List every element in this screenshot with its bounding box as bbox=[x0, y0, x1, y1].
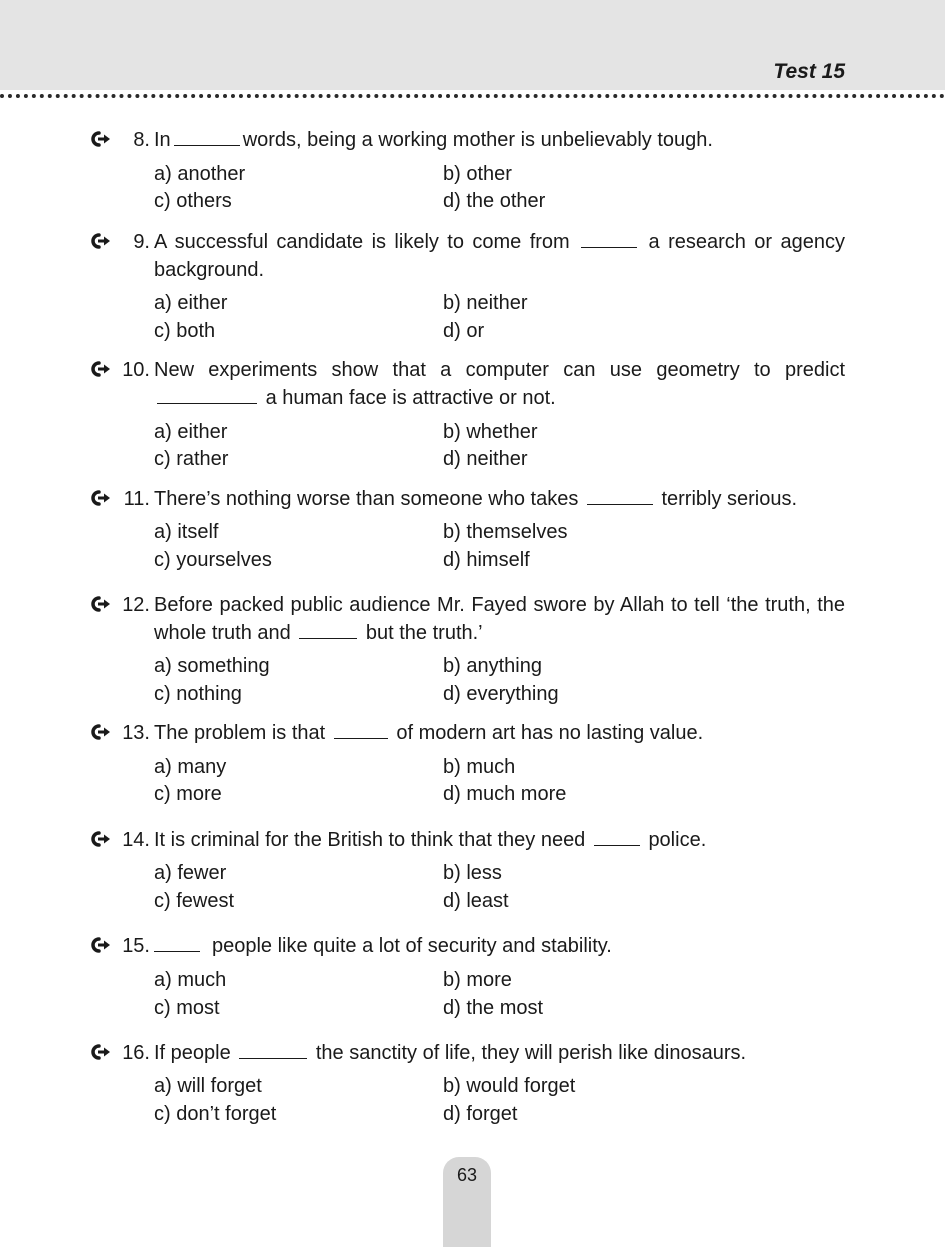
option-d: d) forget bbox=[443, 1103, 518, 1125]
question-text-part: A successful candidate is likely to come from bbox=[154, 231, 570, 253]
question-number: 13. bbox=[122, 722, 150, 744]
page-number-tab bbox=[443, 1157, 491, 1247]
option-a: a) either bbox=[154, 292, 228, 314]
option-a: a) another bbox=[154, 163, 246, 185]
option-d: d) everything bbox=[443, 683, 559, 705]
question-text bbox=[154, 485, 845, 513]
answer-blank bbox=[581, 229, 637, 248]
option-a: a) fewer bbox=[154, 862, 227, 884]
circular-arrow-icon bbox=[90, 936, 112, 954]
option-a: a) much bbox=[154, 969, 227, 991]
option-c: c) fewest bbox=[154, 890, 235, 912]
option-a: a) will forget bbox=[154, 1075, 262, 1097]
circular-arrow-icon bbox=[90, 830, 112, 848]
option-a: a) something bbox=[154, 655, 270, 677]
page-header bbox=[0, 0, 945, 90]
answer-blank bbox=[157, 385, 257, 404]
option-b: b) would forget bbox=[443, 1075, 576, 1097]
answer-blank bbox=[174, 127, 240, 146]
question-text-part: In bbox=[154, 129, 171, 151]
question-text-part: police. bbox=[648, 829, 707, 851]
question-text-part: words, being a working mother is unbelievably tough. bbox=[242, 129, 713, 151]
question-text bbox=[154, 932, 845, 960]
question-text-part: but the truth.’ bbox=[365, 622, 483, 644]
answer-blank bbox=[239, 1040, 307, 1059]
circular-arrow-icon bbox=[90, 232, 112, 250]
circular-arrow-icon bbox=[90, 1043, 112, 1061]
option-b: b) other bbox=[443, 163, 512, 185]
option-b: b) themselves bbox=[443, 521, 568, 543]
option-a: a) itself bbox=[154, 521, 219, 543]
option-c: c) others bbox=[154, 190, 232, 212]
option-b: b) more bbox=[443, 969, 512, 991]
circular-arrow-icon bbox=[90, 723, 112, 741]
option-d: d) much more bbox=[443, 783, 567, 805]
circular-arrow-icon bbox=[90, 360, 112, 378]
question-text-part: a research or agency background. bbox=[154, 231, 845, 281]
question-text bbox=[154, 591, 845, 647]
option-d: d) or bbox=[443, 320, 485, 342]
question-number: 15. bbox=[122, 935, 150, 957]
question-number: 11. bbox=[123, 488, 150, 510]
option-d: d) least bbox=[443, 890, 509, 912]
answer-blank bbox=[154, 933, 200, 952]
question-text bbox=[154, 126, 845, 154]
question-number: 9. bbox=[133, 231, 150, 253]
option-b: b) much bbox=[443, 756, 516, 778]
option-c: c) yourselves bbox=[154, 549, 272, 571]
question-text-part: terribly serious. bbox=[661, 488, 798, 510]
page-number: 63 bbox=[456, 1165, 478, 1185]
circular-arrow-icon bbox=[90, 130, 112, 148]
option-d: d) the other bbox=[443, 190, 546, 212]
dotted-divider bbox=[0, 94, 945, 98]
option-d: d) the most bbox=[443, 997, 544, 1019]
answer-blank bbox=[594, 827, 640, 846]
question-text-part: the sanctity of life, they will perish like dinosaurs. bbox=[315, 1042, 747, 1064]
option-d: d) himself bbox=[443, 549, 530, 571]
question-text-part: of modern art has no lasting value. bbox=[396, 722, 704, 744]
question-text bbox=[154, 356, 845, 412]
option-b: b) anything bbox=[443, 655, 542, 677]
option-c: c) both bbox=[154, 320, 216, 342]
question-text-part: Before packed public audience Mr. Fayed swore by Allah to tell ‘the truth, the whole truth and bbox=[154, 594, 845, 644]
option-b: b) whether bbox=[443, 421, 538, 443]
option-a: a) many bbox=[154, 756, 227, 778]
question-text-part: New experiments show that a computer can use geometry to predict bbox=[154, 359, 845, 381]
option-c: c) most bbox=[154, 997, 220, 1019]
question-text-part: The problem is that bbox=[154, 722, 326, 744]
circular-arrow-icon bbox=[90, 489, 112, 507]
option-c: c) rather bbox=[154, 448, 229, 470]
question-number: 16. bbox=[122, 1042, 150, 1064]
question-number: 12. bbox=[122, 594, 150, 616]
question-text bbox=[154, 228, 845, 284]
option-c: c) more bbox=[154, 783, 222, 805]
option-d: d) neither bbox=[443, 448, 528, 470]
answer-blank bbox=[587, 486, 653, 505]
question-number: 8. bbox=[133, 129, 150, 151]
question-text-part: a human face is attractive or not. bbox=[265, 387, 556, 409]
question-text-part: It is criminal for the British to think that they need bbox=[154, 829, 586, 851]
question-text bbox=[154, 826, 845, 854]
answer-blank bbox=[299, 620, 357, 639]
test-label: Test 15 bbox=[773, 60, 845, 83]
option-a: a) either bbox=[154, 421, 228, 443]
question-number: 10. bbox=[122, 359, 150, 381]
circular-arrow-icon bbox=[90, 595, 112, 613]
question-number: 14. bbox=[122, 829, 150, 851]
question-text-part: If people bbox=[154, 1042, 231, 1064]
question-text bbox=[154, 1039, 845, 1067]
option-b: b) neither bbox=[443, 292, 528, 314]
answer-blank bbox=[334, 720, 388, 739]
option-c: c) don’t forget bbox=[154, 1103, 277, 1125]
question-text bbox=[154, 719, 845, 747]
question-text-part: people like quite a lot of security and stability. bbox=[212, 935, 612, 957]
option-b: b) less bbox=[443, 862, 502, 884]
question-text-part: There’s nothing worse than someone who takes bbox=[154, 488, 579, 510]
option-c: c) nothing bbox=[154, 683, 242, 705]
